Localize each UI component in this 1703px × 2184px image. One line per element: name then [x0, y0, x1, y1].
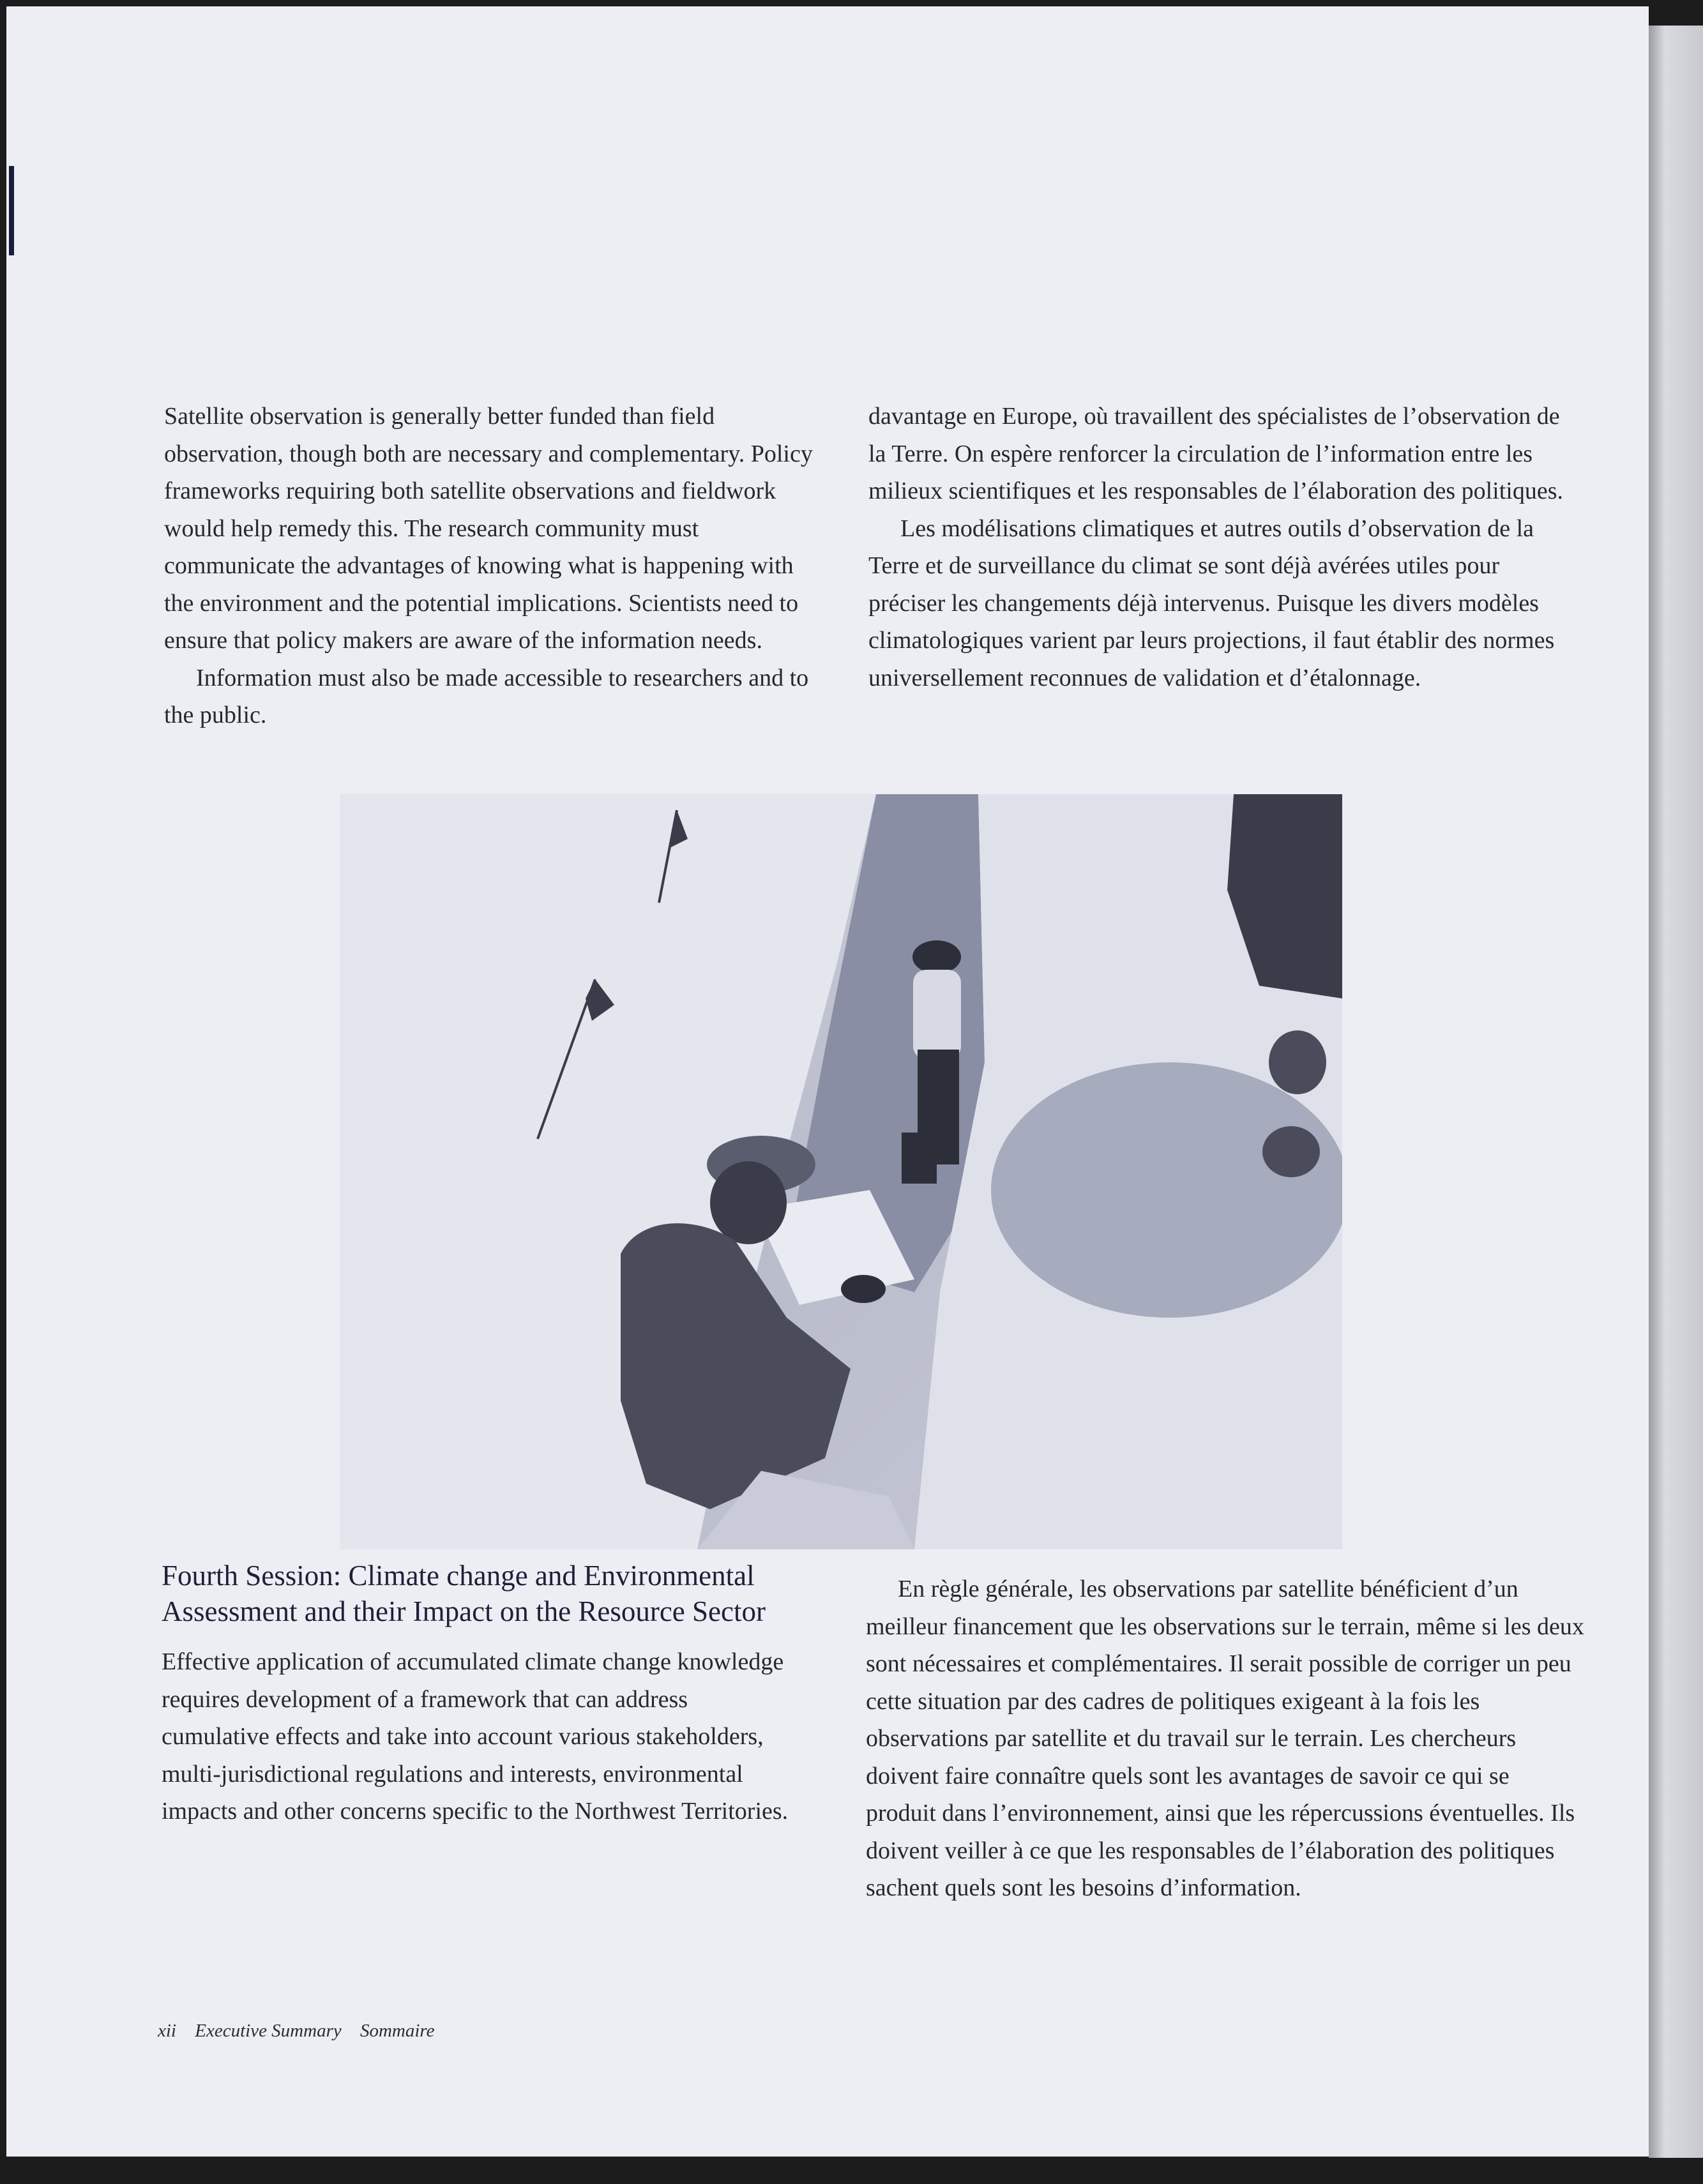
- paragraph-europe-continuation: davantage en Europe, où travaillent des spécialistes de l’observation de la Terre. On espère renforcer la circulation de l’information entre les milieux scientifiques et les responsables de l’élaboration des politiques.: [868, 403, 1564, 504]
- paragraph-information-accessible: Information must also be made accessible to researchers and to the public.: [164, 664, 809, 728]
- photo-snow-trench-excavation: [340, 794, 1342, 1549]
- left-column-bottom: [162, 1558, 800, 1830]
- paragraph-en-regle-generale: En règle générale, les observations par satellite bénéficient d’un meilleur financement que les observations sur le terrain, même si les deux sont nécessaires et complémentaires. Il serait possible de corriger un peu cette situation par des cadres de politiques exigeant à la fois les observations par satellite et du travail sur le terrain. Les chercheurs doivent faire connaître quels sont les avantages de savoir ce qui se produit dans l’environnement, ainsi que les répercussions éventuelles. Ils doivent veiller à ce que les responsables de l’élaboration des politiques sachent quels sont les besoins d’information.: [866, 1576, 1584, 1901]
- paragraph-fourth-session: Effective application of accumulated climate change knowledge requires development of a framework that can address cumulative effects and take into account various stakeholders, multi-jurisdictional regulations and interests, environmental impacts and other concerns specific to the Northwest Territories.: [162, 1648, 789, 1825]
- left-column-top: [164, 398, 828, 734]
- footer-section-en: Executive Summary: [195, 2021, 342, 2041]
- page-number: xii: [158, 2021, 176, 2041]
- page-footer: [158, 2021, 449, 2042]
- binding-mark: [9, 166, 14, 255]
- right-column-bottom: [866, 1570, 1584, 1907]
- footer-section-fr: Sommaire: [360, 2021, 435, 2041]
- paragraph-satellite-observation: Satellite observation is generally better funded than field observation, though both are necessary and complementary. Policy frameworks requiring both satellite observations and fieldwork would help remedy this. The research community must communicate the advantages of knowing what is happening with the environment and the potential implications. Scientists need to ensure that policy makers are aware of the information needs.: [164, 403, 813, 654]
- next-page-edge: [1649, 26, 1703, 2158]
- fourth-session-heading: Fourth Session: Climate change and Environmental Assessment and their Impact on the Resource Sector: [162, 1560, 766, 1627]
- right-column-top: [868, 398, 1580, 697]
- paragraph-modelisations: Les modélisations climatiques et autres outils d’observation de la Terre et de surveillance du climat se sont déjà avérées utiles pour préciser les changements déjà intervenus. Puisque les divers modèles climatologiques varient par leurs projections, il faut établir des normes universellement reconnues de validation et d’étalonnage.: [868, 515, 1555, 691]
